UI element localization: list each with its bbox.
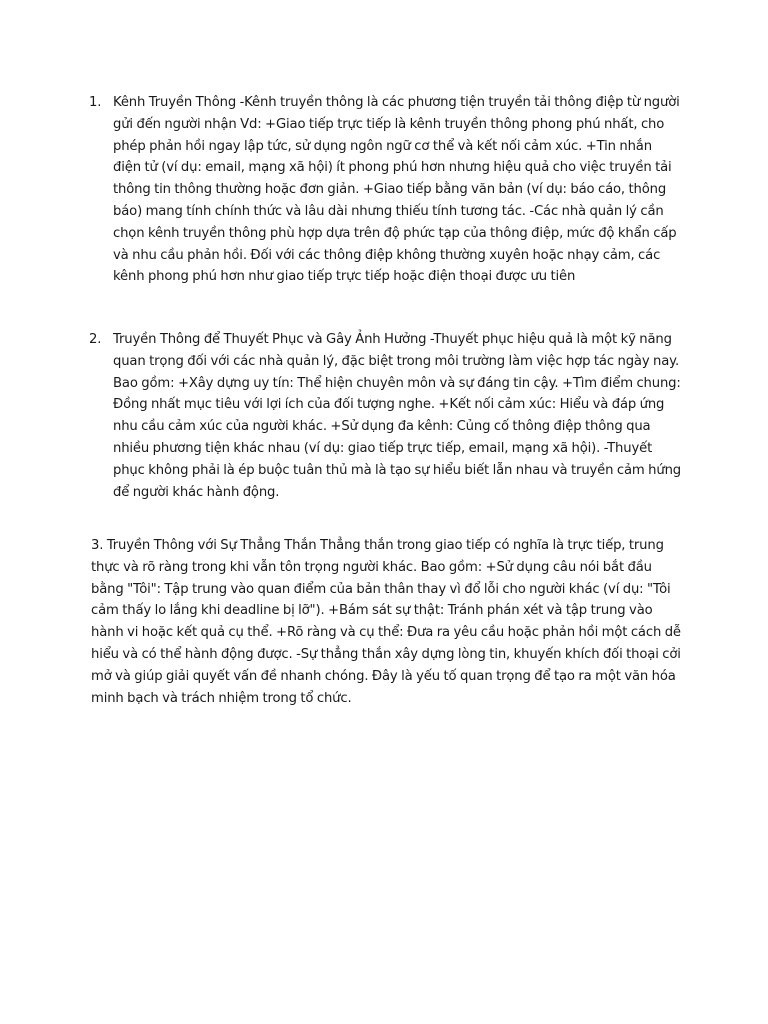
list-item-1 bbox=[89, 92, 683, 288]
paragraph-3 bbox=[91, 535, 683, 709]
list-item-text: Kênh Truyền Thông -Kênh truyền thông là các phương tiện truyền tải thông điệp từ người gửi đến người nhận Vd: +Giao tiếp trực tiếp là kênh truyền thông phong phú nhất, cho phép phản hồi ngay lập tức, sử dụng ngôn ngữ cơ thể và kết nối cảm xúc. +Tin nhắn điện tử (ví dụ: email, mạng xã hội) ít phong phú hơn nhưng hiệu quả cho việc truyền tải thông tin thông thường hoặc đơn giản. +Giao tiếp bằng văn bản (ví dụ: báo cáo, thông báo) mang tính chính thức và lâu dài nhưng thiếu tính tương tác. -Các nhà quản lý cần chọn kênh truyền thông phù hợp dựa trên độ phức tạp của thông điệp, mức độ khẩn cấp và nhu cầu phản hồi. Đối với các thông điệp không thường xuyên hoặc nhạy cảm, các kênh phong phú hơn như giao tiếp trực tiếp hoặc điện thoại được ưu tiên bbox=[113, 95, 680, 285]
list-item-text: Truyền Thông để Thuyết Phục và Gây Ảnh Hưởng -Thuyết phục hiệu quả là một kỹ năng quan trọng đối với các nhà quản lý, đặc biệt trong môi trường làm việc hợp tác ngày nay. Bao gồm: +Xây dựng uy tín: Thể hiện chuyên môn và sự đáng tin cậy. +Tìm điểm chung: Đồng nhất mục tiêu với lợi ích của đối tượng nghe. +Kết nối cảm xúc: Hiểu và đáp ứng nhu cầu cảm xúc của người khác. +Sử dụng đa kênh: Củng cố thông điệp thông qua nhiều phương tiện khác nhau (ví dụ: giao tiếp trực tiếp, email, mạng xã hội). -Thuyết phục không phải là ép buộc tuân thủ mà là tạo sự hiểu biết lẫn nhau và truyền cảm hứng để người khác hành động. bbox=[113, 332, 682, 500]
paragraph-text: 3. Truyền Thông với Sự Thẳng Thắn Thẳng thắn trong giao tiếp có nghĩa là trực tiếp, trung thực và rõ ràng trong khi vẫn tôn trọng người khác. Bao gồm: +Sử dụng câu nói bắt đầu bằng "Tôi": Tập trung vào quan điểm của bản thân thay vì đổ lỗi cho người khác (ví dụ: "Tôi cảm thấy lo lắng khi deadline bị lỡ"). +Bám sát sự thật: Tránh phán xét và tập trung vào hành vi hoặc kết quả cụ thể. +Rõ ràng và cụ thể: Đưa ra yêu cầu hoặc phản hồi một cách dễ hiểu và có thể hành động được. -Sự thẳng thắn xây dựng lòng tin, khuyến khích đối thoại cởi mở và giúp giải quyết vấn đề nhanh chóng. Đây là yếu tố quan trọng để tạo ra một văn hóa minh bạch và trách nhiệm trong tổ chức. bbox=[91, 538, 681, 706]
list-item-2 bbox=[89, 329, 683, 503]
list-number: 1. bbox=[89, 95, 102, 110]
list-number: 2. bbox=[89, 332, 102, 347]
